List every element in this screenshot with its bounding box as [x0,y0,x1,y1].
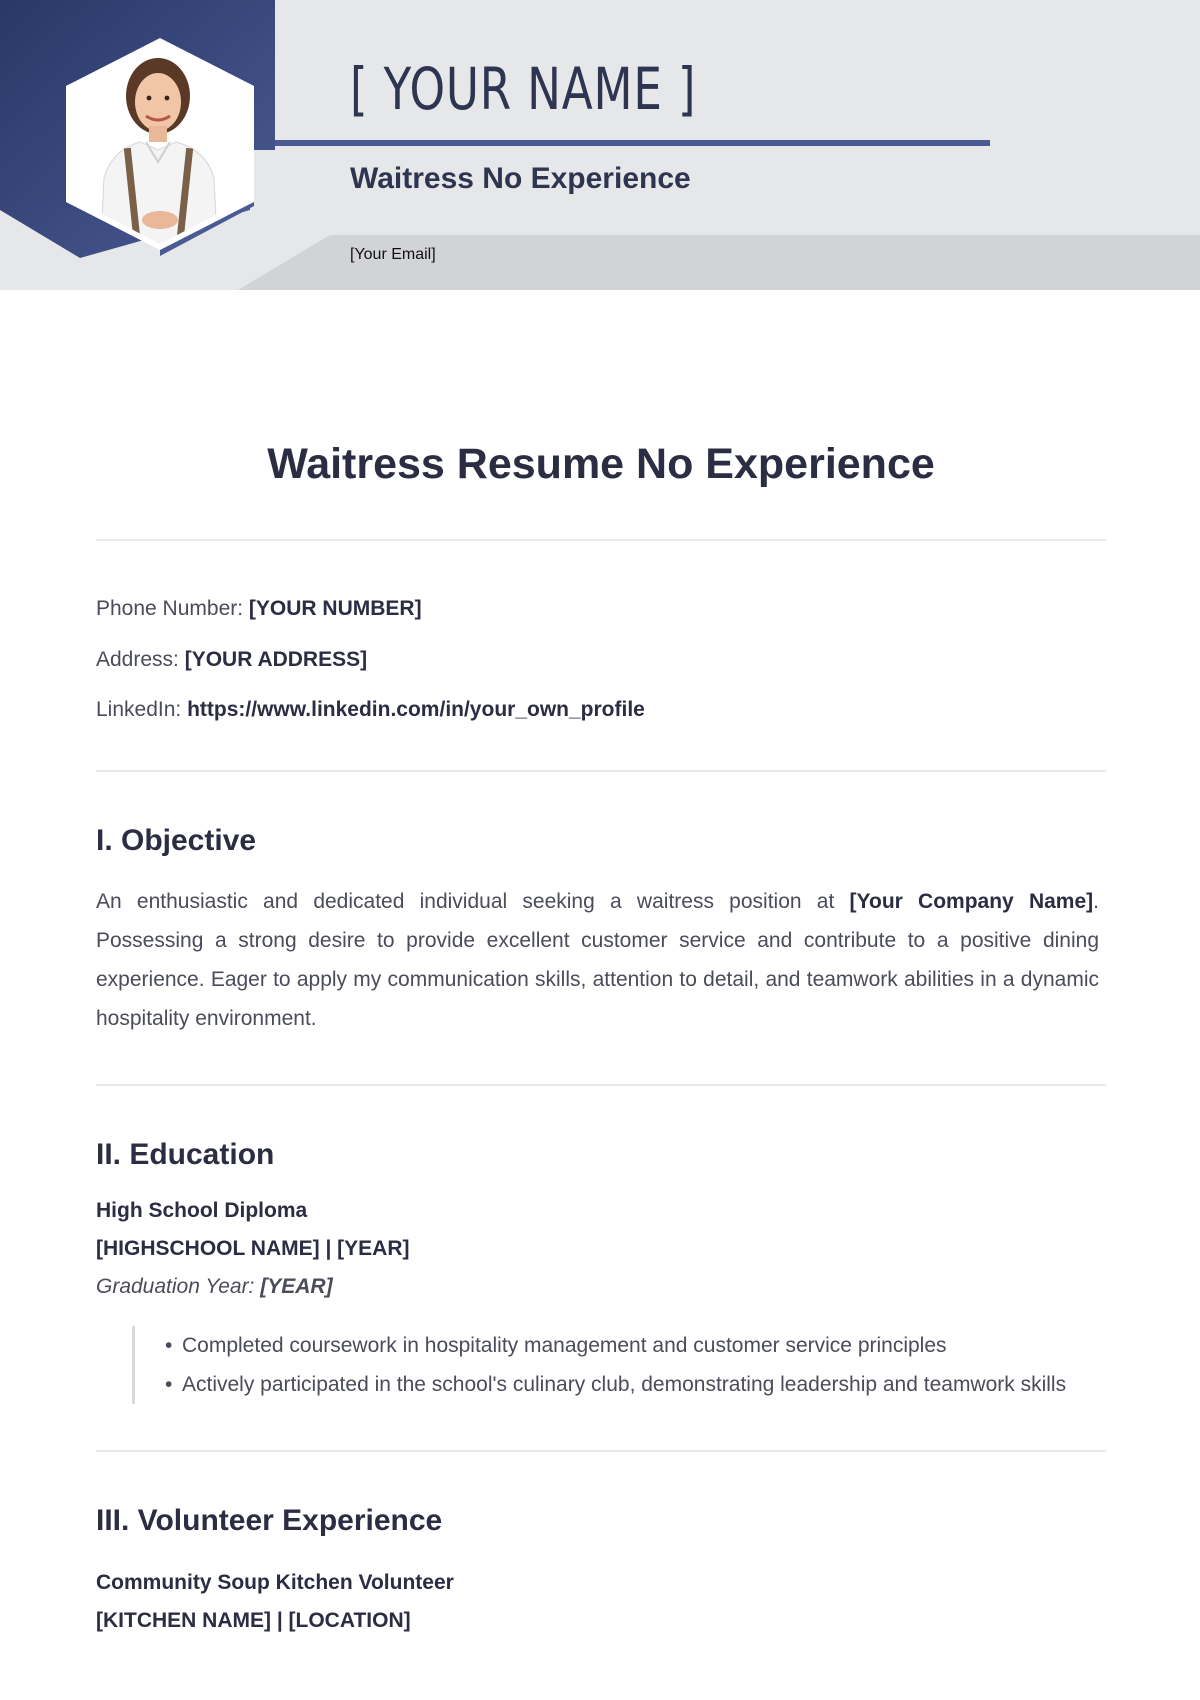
address-value: [YOUR ADDRESS] [184,647,368,671]
job-role: Waitress No Experience [350,162,691,195]
volunteer-org: [KITCHEN NAME] | [LOCATION] [96,1608,411,1632]
contact-address [96,644,1106,676]
section-heading-objective: I. Objective [96,823,257,857]
phone-value: [YOUR NUMBER] [248,597,422,620]
section-heading-education: II. Education [96,1137,275,1171]
list-item: • Completed coursework in hospitality management and customer service principles [165,1326,1072,1365]
objective-text [96,882,1099,1038]
objective-text-part: . Possessing a strong desire to provide excellent customer service and contribute to a positive dining experience. Eager to apply my communication skills, attention to detail, and teamwork abilities in a dynamic hospitality environment. [96,889,1099,1030]
section-heading-volunteer: III. Volunteer Experience [96,1503,443,1537]
list-item: • Actively participated in the school's culinary club, demonstrating leadership and teamwork skills [165,1365,1072,1404]
graduation-label: Graduation Year: [96,1274,261,1298]
company-placeholder: [Your Company Name] [849,889,1094,913]
phone-label: Phone Number: [96,597,249,620]
resume-header [0,0,1200,290]
education-degree: High School Diploma [96,1198,308,1222]
contact-phone [96,593,1106,625]
email-text: [Your Email] [350,246,436,263]
address-label: Address: [96,647,185,671]
contact-linkedin [96,694,1106,726]
graduation-value: [YEAR] [260,1274,333,1298]
education-highlights [132,1326,1106,1404]
name-underline [275,140,990,146]
education-school: [HIGHSCHOOL NAME] | [YEAR] [96,1236,410,1260]
linkedin-link[interactable]: https://www.linkedin.com/in/your_own_profile [187,698,645,721]
linkedin-label: LinkedIn: [96,698,188,721]
candidate-name: [ YOUR NAME ] [350,55,697,123]
objective-text-part: An enthusiastic and dedicated individual seeking a waitress position at [96,889,850,913]
graduation-year [96,1268,1106,1306]
profile-photo [60,38,260,260]
volunteer-role: Community Soup Kitchen Volunteer [96,1570,454,1594]
resume-body [96,440,1106,1640]
document-title: Waitress Resume No Experience [267,440,935,488]
